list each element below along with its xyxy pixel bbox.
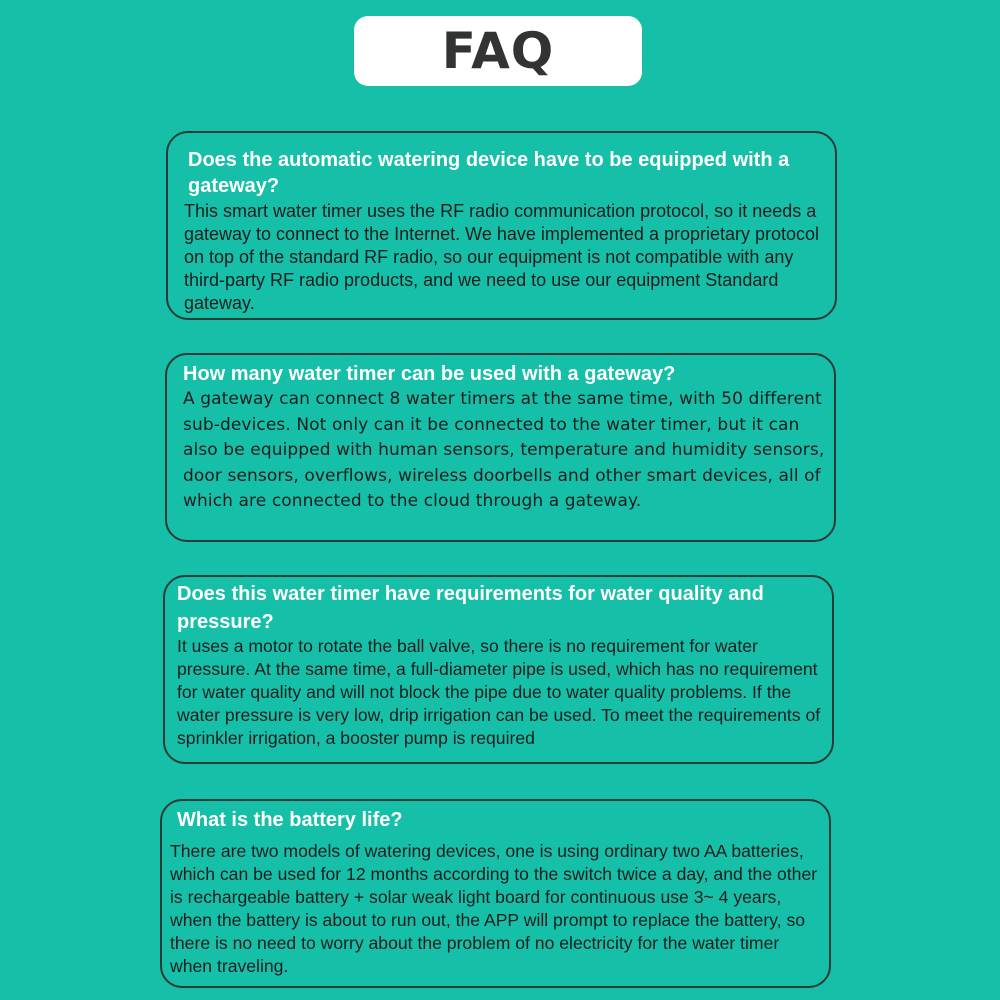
faq-question: Does this water timer have requirements for water quality and pressure? bbox=[177, 583, 764, 633]
faq-card bbox=[163, 575, 834, 764]
faq-card bbox=[160, 799, 831, 988]
faq-title-banner bbox=[354, 16, 642, 86]
faq-answer: This smart water timer uses the RF radio communication protocol, so it needs a gateway to connect to the Internet. We have implemented a proprietary protocol on top of the standard RF radio, so our equipment is not compatible with any third-party RF radio products, and we need to use our equipment Standard gateway. bbox=[184, 201, 820, 313]
faq-card bbox=[165, 353, 836, 542]
faq-card bbox=[166, 131, 837, 320]
faq-answer: A gateway can connect 8 water timers at the same time, with 50 different sub-devices. Not only can it be connected to the water timer, but it can also be equipped with human sensors, temperature and humidity sensors, door sensors, overflows, wireless doorbells and other smart devices, all of which are connected to the cloud through a gateway. bbox=[183, 389, 825, 511]
faq-question: How many water timer can be used with a gateway? bbox=[183, 363, 676, 385]
page-title: FAQ bbox=[441, 22, 555, 80]
faq-answer: It uses a motor to rotate the ball valve, so there is no requirement for water pressure. At the same time, a full-diameter pipe is used, which has no requirement for water quality and will not block the pipe due to water quality problems. If the water pressure is very low, drip irrigation can be used. To meet the requirements of sprinkler irrigation, a booster pump is required bbox=[177, 636, 821, 748]
faq-question: What is the battery life? bbox=[177, 809, 403, 831]
faq-answer: There are two models of watering devices, one is using ordinary two AA batteries, which can be used for 12 months according to the switch twice a day, and the other is rechargeable battery + solar weak light board for continuous use 3~ 4 years, when the battery is about to run out, the APP will prompt to replace the battery, so there is no need to worry about the problem of no electricity for the water timer when traveling. bbox=[170, 841, 818, 976]
faq-question: Does the automatic watering device have to be equipped with a gateway? bbox=[188, 149, 790, 197]
